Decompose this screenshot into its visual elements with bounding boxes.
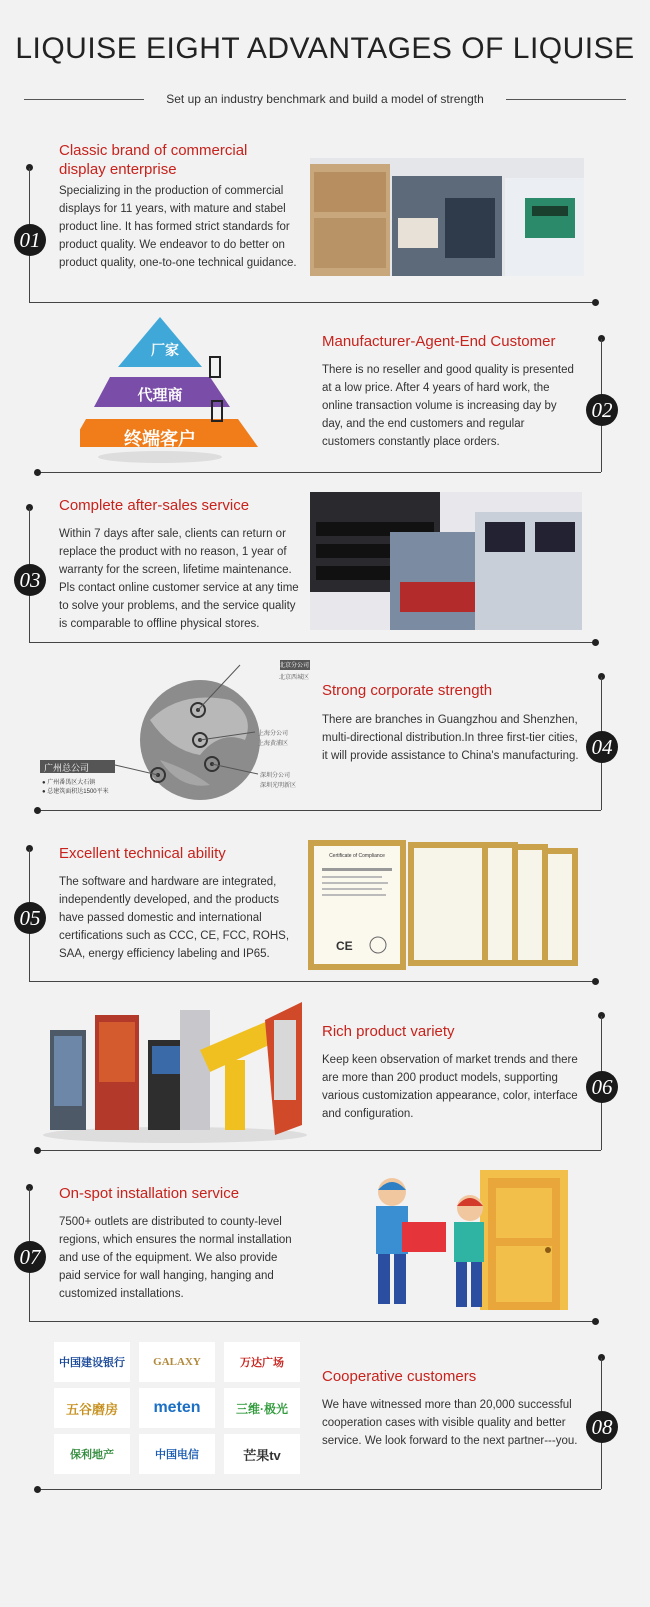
bracket-line	[38, 1150, 601, 1151]
page-title: LIQUISE EIGHT ADVANTAGES OF LIQUISE	[15, 32, 635, 65]
logo-ccb: 中国建设银行	[54, 1342, 130, 1382]
section-heading: Rich product variety	[322, 1023, 455, 1040]
subtitle-row	[24, 90, 626, 110]
bracket-line	[38, 1489, 601, 1490]
logo-mango: 芒果tv	[224, 1434, 300, 1474]
bj-label: 北京分公司	[279, 663, 310, 669]
section-heading: Classic brand of commercial display enterprise	[59, 142, 248, 178]
bullet-dot	[34, 1147, 41, 1154]
number-badge: 03	[14, 564, 46, 596]
bracket-line	[29, 302, 596, 303]
logo-wugu: 五谷磨房	[54, 1388, 130, 1428]
bullet-dot	[592, 1318, 599, 1325]
bracket-line	[29, 981, 596, 982]
bullet-dot	[34, 807, 41, 814]
number-badge: 08	[586, 1411, 618, 1443]
section-body: Within 7 days after sale, clients can return or replace the product with no reason, 1 year of warranty for the screen, lifetime maintenance. Pls contact online customer service at any time to solve your problems, and the service quality is comparable to offline physical stores.	[59, 528, 299, 630]
logo-telecom: 中国电信	[139, 1434, 215, 1474]
page-subtitle: Set up an industry benchmark and build a model of strength	[166, 92, 484, 106]
bracket-line	[29, 642, 596, 643]
section-heading: On-spot installation service	[59, 1185, 240, 1202]
number-badge: 06	[586, 1071, 618, 1103]
section-body: Keep keen observation of market trends and there are more than 200 product models, supporting various customization appearance, color, interface and configuration.	[322, 1054, 578, 1120]
section-heading: Manufacturer-Agent-End Customer	[322, 333, 556, 350]
bracket-line	[38, 810, 601, 811]
section-heading: Cooperative customers	[322, 1368, 477, 1385]
pyramid-bottom-label: 终端客户	[124, 429, 196, 449]
bullet-dot	[592, 299, 599, 306]
gz-label: 广州总公司	[44, 763, 90, 773]
sz-label: 深圳分公司	[260, 773, 291, 779]
bullet-dot	[34, 1486, 41, 1493]
number-badge: 05	[14, 902, 46, 934]
logo-wanda: 万达广场	[224, 1342, 300, 1382]
sh-sub: 上海黄浦区	[258, 741, 289, 747]
section-body: There are branches in Guangzhou and Shenzhen, multi-directional distribution.In three first-tier cities, it will provide assistance to China's manufacturing.	[322, 714, 579, 762]
pyramid-mid-label: 代理商	[137, 387, 183, 404]
logo-poly: 保利地产	[54, 1434, 130, 1474]
number-badge: 01	[14, 224, 46, 256]
section-heading: Complete after-sales service	[59, 497, 250, 514]
number-badge: 02	[586, 394, 618, 426]
section-body: Specializing in the production of commercial displays for 11 years, with mature and stabel product line. It has formed strict standards for product quality. We endeavor to do better on product quality, one-to-one technical guidance.	[59, 185, 297, 269]
section-body: The software and hardware are integrated, independently developed, and the products have passed domestic and international certifications such as CCC, CE, FCC, ROHS, SAA, energy efficiency labeling and IP65.	[59, 876, 290, 960]
gz-line2: ● 总建筑面积达1500平米	[42, 789, 109, 795]
bullet-dot	[592, 978, 599, 985]
logo-sanwei: 三维·极光	[224, 1388, 300, 1428]
section-body: 7500+ outlets are distributed to county-level regions, which ensures the normal installation and use of the equipment. We also provide paid service for wall hanging, hanging and customized installations.	[59, 1216, 292, 1300]
bracket-line	[29, 1321, 596, 1322]
section-heading: Strong corporate strength	[322, 682, 493, 699]
bullet-dot	[592, 639, 599, 646]
factory-photo	[310, 158, 584, 276]
number-badge: 04	[586, 731, 618, 763]
product-kiosks-illustration	[40, 1000, 310, 1145]
certificate-title: Certificate of Compliance	[329, 853, 385, 859]
section-body: We have witnessed more than 20,000 successful cooperation cases with visible quality and better service. We look forward to the next partner---you.	[322, 1399, 578, 1447]
service-photo	[310, 492, 582, 630]
gz-line1: ● 广州番禺区大石镇	[42, 780, 96, 786]
section-heading: Excellent technical ability	[59, 845, 226, 862]
section-body: There is no reseller and good quality is presented at a low price. After 4 years of hard work, the online transaction volume is increasing day by day, and the end customers and regular customers constantly place orders.	[322, 364, 574, 448]
logo-meten: meten	[139, 1388, 215, 1428]
delivery-illustration	[368, 1170, 578, 1310]
pyramid-top-label: 厂家	[151, 342, 179, 358]
logo-galaxy: GALAXY	[139, 1342, 215, 1382]
sz-sub: 深圳光明新区	[260, 783, 297, 789]
sh-label: 上海分公司	[258, 731, 289, 737]
number-badge: 07	[14, 1241, 46, 1273]
bj-sub: 北京西城区	[279, 675, 310, 681]
certificates-illustration	[308, 840, 583, 970]
bullet-dot	[34, 469, 41, 476]
svg-text:CE: CE	[336, 939, 353, 953]
bracket-line	[38, 472, 601, 473]
